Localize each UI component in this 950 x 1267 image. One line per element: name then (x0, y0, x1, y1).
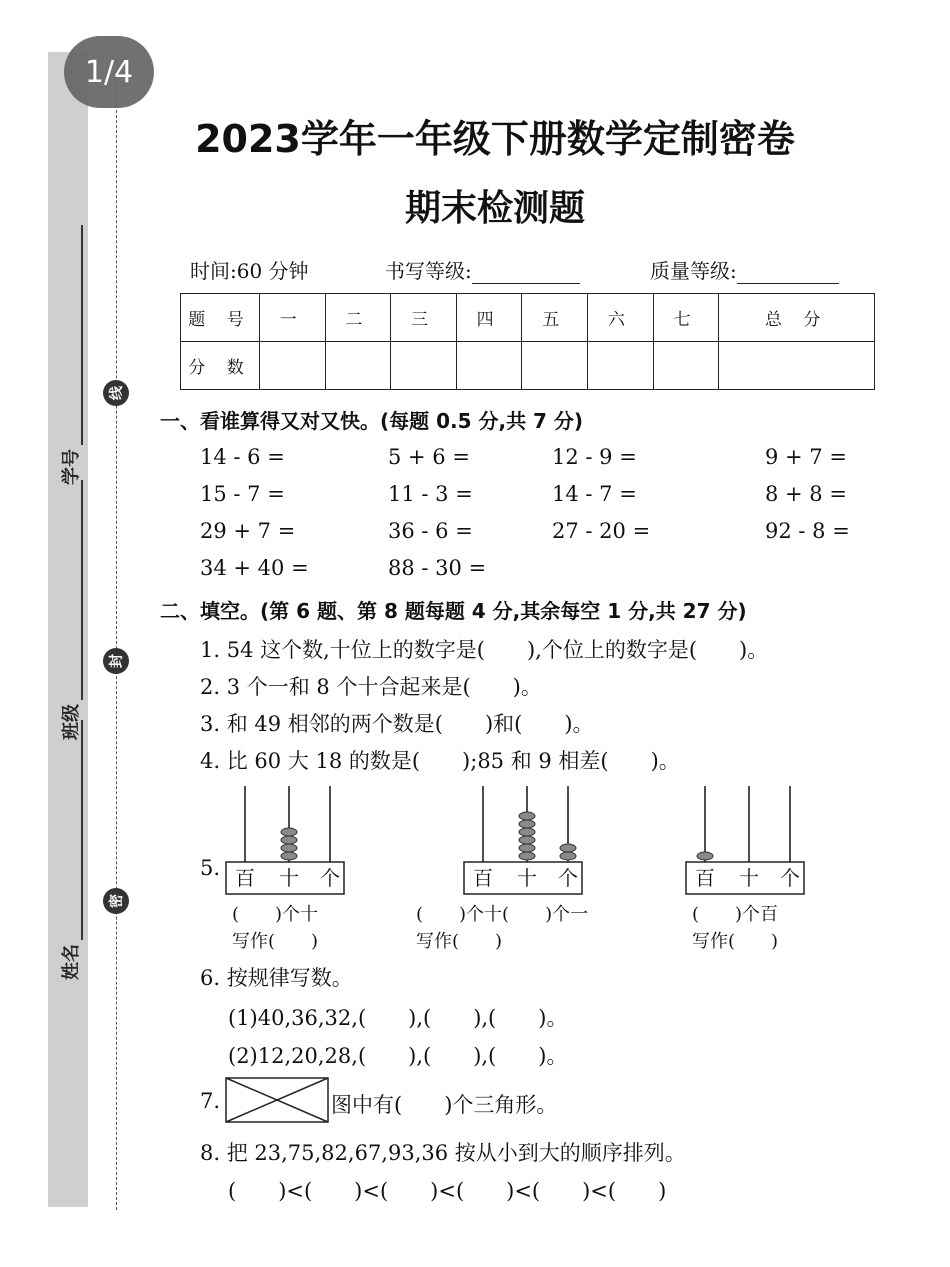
question-8: 8. 把 23,75,82,67,93,36 按从小到大的顺序排列。 (200, 1141, 686, 1165)
question-2: 2. 3 个一和 8 个十合起来是( )。 (200, 675, 542, 699)
binding-mark-secret: 密 (103, 888, 129, 914)
writing-grade-label: 书写等级: (385, 259, 472, 283)
score-table-score-label: 分 数 (181, 342, 260, 390)
score-cell[interactable] (719, 342, 875, 390)
abacus-3-count: ( )个百 (692, 904, 779, 925)
arith-problem: 27 - 20 = (552, 519, 651, 543)
arith-problem: 15 - 7 = (200, 482, 285, 506)
page-indicator: 1/4 (64, 36, 154, 108)
question-8-blanks: ( )<( )<( )<( )<( )<( ) (228, 1179, 667, 1203)
abacus-bead (281, 836, 297, 844)
score-table-header-row (181, 294, 875, 342)
score-table-score-row (181, 342, 875, 390)
score-table-col: 三 (391, 294, 457, 342)
binding-cut-line (116, 60, 117, 1210)
score-cell[interactable] (260, 342, 326, 390)
question-3: 3. 和 49 相邻的两个数是( )和( )。 (200, 712, 594, 736)
triangle-figure (225, 1077, 329, 1123)
abacus-bead (697, 852, 713, 860)
question-6-2: (2)12,20,28,( ),( ),( )。 (228, 1044, 568, 1068)
abacus-bead (519, 812, 535, 820)
abacus-place-label: 个 (558, 866, 578, 890)
abacus-place-label: 十 (279, 866, 299, 890)
arith-problem: 11 - 3 = (388, 482, 473, 506)
arith-problem: 12 - 9 = (552, 445, 637, 469)
arith-problem: 5 + 6 = (388, 445, 470, 469)
score-table-col: 总 分 (719, 294, 875, 342)
abacus-bead (519, 836, 535, 844)
abacus-3-write: 写作( ) (692, 931, 779, 952)
arith-problem: 14 - 7 = (552, 482, 637, 506)
score-table (180, 293, 875, 390)
score-table-header-label: 题 号 (181, 294, 260, 342)
abacus-place-label: 百 (695, 866, 715, 890)
time-limit: 时间:60 分钟 (190, 259, 309, 283)
question-4: 4. 比 60 大 18 的数是( );85 和 9 相差( )。 (200, 749, 680, 773)
question-5-number: 5. (200, 856, 221, 880)
abacus-bead (519, 828, 535, 836)
score-table-col: 一 (260, 294, 326, 342)
score-table-col: 五 (522, 294, 588, 342)
section1-heading: 一、看谁算得又对又快。(每题 0.5 分,共 7 分) (160, 409, 584, 433)
score-cell[interactable] (391, 342, 457, 390)
abacus-place-label: 个 (320, 866, 340, 890)
class-field[interactable] (53, 480, 83, 740)
abacus-bead (519, 820, 535, 828)
arith-problem: 92 - 8 = (765, 519, 850, 543)
arith-problem: 88 - 30 = (388, 556, 487, 580)
question-7-number: 7. (200, 1089, 221, 1113)
score-cell[interactable] (588, 342, 654, 390)
abacus-bead (519, 852, 535, 860)
question-6-1: (1)40,36,32,( ),( ),( )。 (228, 1006, 568, 1030)
page-subtitle: 期末检测题 (404, 188, 585, 229)
abacus-bead (519, 844, 535, 852)
student-id-field[interactable] (53, 225, 83, 485)
arith-problem: 9 + 7 = (765, 445, 847, 469)
abacus-place-label: 个 (780, 866, 800, 890)
quality-grade-field[interactable] (650, 255, 839, 284)
abacus-2-count: ( )个十( )个一 (416, 904, 589, 925)
binding-mark-line: 线 (103, 380, 129, 406)
abacus-place-label: 百 (235, 866, 255, 890)
binding-mark-seal: 封 (103, 648, 129, 674)
abacus-bead (281, 852, 297, 860)
arith-problem: 34 + 40 = (200, 556, 309, 580)
question-1: 1. 54 这个数,十位上的数字是( ),个位上的数字是( )。 (200, 638, 769, 662)
abacus-1-write: 写作( ) (232, 931, 319, 952)
abacus-bead (560, 852, 576, 860)
name-label: 姓名 (61, 944, 82, 980)
arith-problem: 36 - 6 = (388, 519, 473, 543)
name-field[interactable] (53, 720, 83, 980)
arith-problem: 14 - 6 = (200, 445, 285, 469)
abacus-bead (281, 828, 297, 836)
score-table-col: 二 (325, 294, 391, 342)
quality-grade-label: 质量等级: (650, 259, 737, 283)
class-label: 班级 (61, 704, 82, 740)
score-cell[interactable] (653, 342, 719, 390)
abacus-place-label: 百 (473, 866, 493, 890)
arith-problem: 8 + 8 = (765, 482, 847, 506)
abacus-2-write: 写作( ) (416, 931, 503, 952)
writing-grade-field[interactable] (385, 255, 580, 284)
page-title: 2023学年一年级下册数学定制密卷 (195, 117, 795, 161)
abacus-diagrams (220, 780, 820, 900)
score-cell[interactable] (522, 342, 588, 390)
abacus-1-count: ( )个十 (232, 904, 319, 925)
question-6: 6. 按规律写数。 (200, 966, 353, 990)
score-cell[interactable] (456, 342, 522, 390)
score-table-col: 四 (456, 294, 522, 342)
abacus-place-label: 十 (517, 866, 537, 890)
student-id-label: 学号 (61, 449, 82, 485)
abacus-bead (560, 844, 576, 852)
abacus-bead (281, 844, 297, 852)
score-table-col: 七 (653, 294, 719, 342)
score-table-col: 六 (588, 294, 654, 342)
question-7-text: 图中有( )个三角形。 (331, 1093, 558, 1117)
section2-heading: 二、填空。(第 6 题、第 8 题每题 4 分,其余每空 1 分,共 27 分) (160, 599, 747, 623)
arith-problem: 29 + 7 = (200, 519, 296, 543)
score-cell[interactable] (325, 342, 391, 390)
abacus-place-label: 十 (739, 866, 759, 890)
